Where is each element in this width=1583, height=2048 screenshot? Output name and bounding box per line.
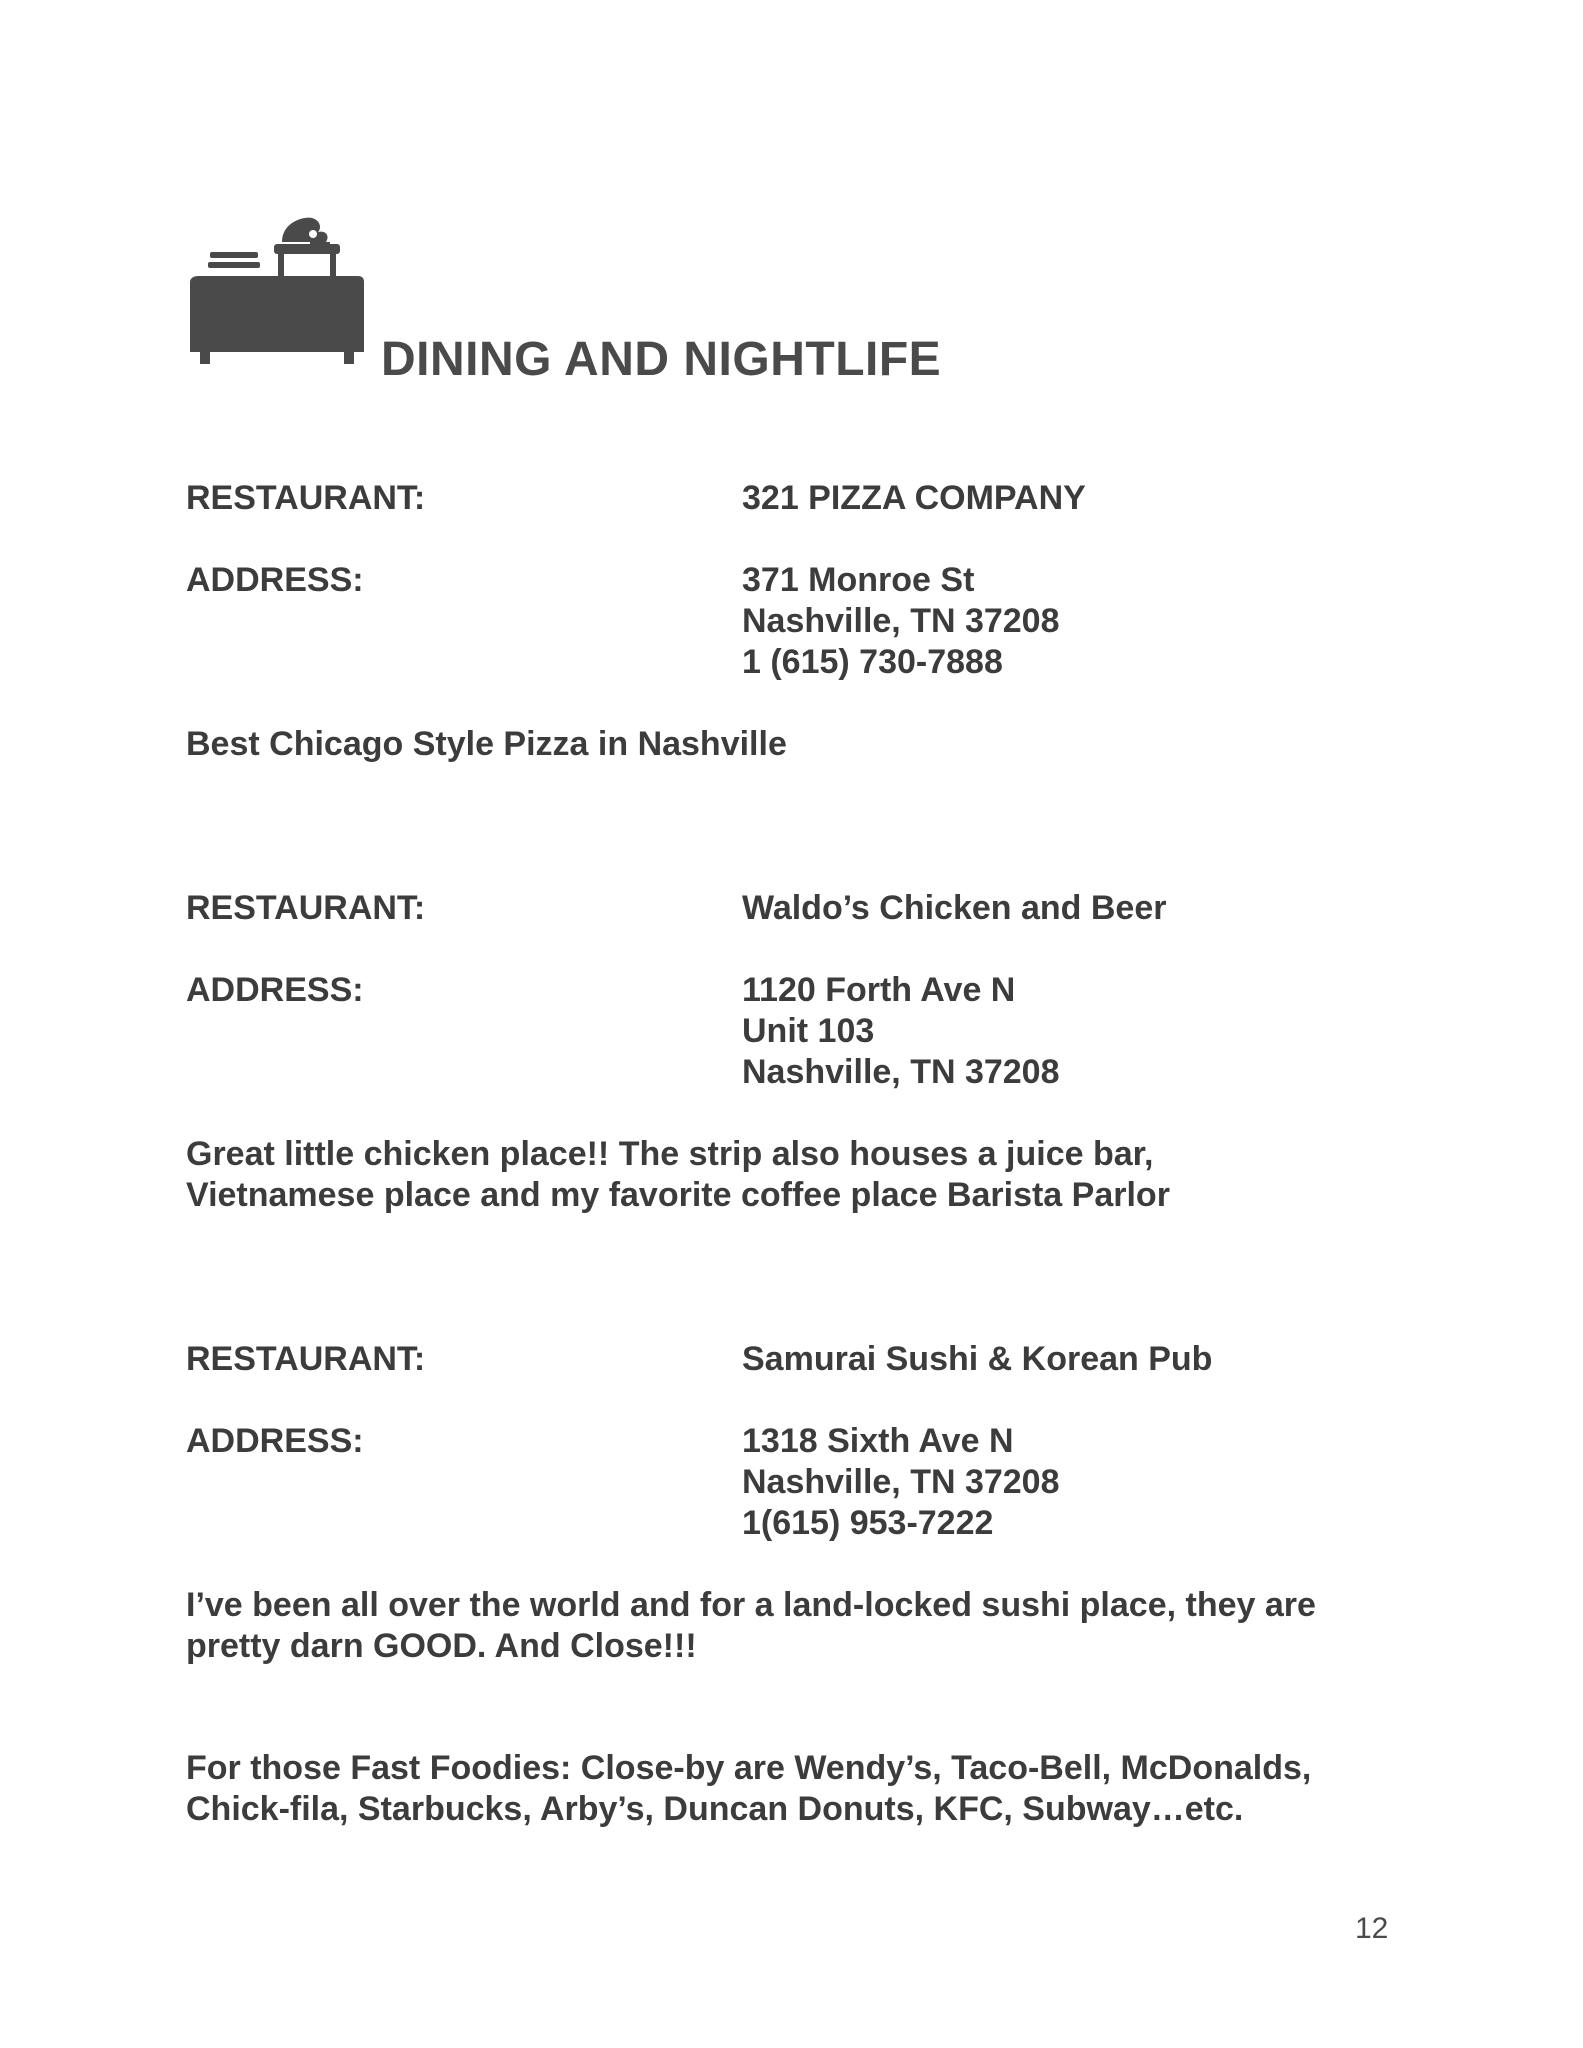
restaurant-label: RESTAURANT: — [186, 889, 426, 927]
section-title: DINING AND NIGHTLIFE — [381, 333, 942, 386]
restaurant-note-line: pretty darn GOOD. And Close!!! — [186, 1627, 697, 1665]
address-line: Nashville, TN 37208 — [742, 602, 1060, 640]
address-line: Nashville, TN 37208 — [742, 1053, 1060, 1091]
restaurant-name: Waldo’s Chicken and Beer — [742, 889, 1167, 927]
restaurant-note: Best Chicago Style Pizza in Nashville — [186, 725, 787, 763]
fast-food-note-line: For those Fast Foodies: Close-by are Wendy’s, Taco-Bell, McDonalds, — [186, 1749, 1312, 1787]
restaurant-note-line: Great little chicken place!! The strip also houses a juice bar, — [186, 1135, 1154, 1173]
address-line: 1120 Forth Ave N — [742, 971, 1016, 1009]
address-line: 1318 Sixth Ave N — [742, 1422, 1014, 1460]
address-line: Unit 103 — [742, 1012, 875, 1050]
address-label: ADDRESS: — [186, 1422, 364, 1460]
restaurant-label: RESTAURANT: — [186, 479, 426, 517]
restaurant-note-line: Vietnamese place and my favorite coffee place Barista Parlor — [186, 1176, 1170, 1214]
restaurant-label: RESTAURANT: — [186, 1340, 426, 1378]
restaurant-note-line: I’ve been all over the world and for a land-locked sushi place, they are — [186, 1586, 1316, 1624]
address-label: ADDRESS: — [186, 561, 364, 599]
phone-number: 1 (615) 730-7888 — [742, 643, 1003, 681]
address-line: 371 Monroe St — [742, 561, 975, 599]
dining-table-icon — [186, 212, 370, 368]
fast-food-note-line: Chick-fila, Starbucks, Arby’s, Duncan Donuts, KFC, Subway…etc. — [186, 1790, 1244, 1828]
page-number: 12 — [1355, 1912, 1389, 1945]
restaurant-name: 321 PIZZA COMPANY — [742, 479, 1086, 517]
address-line: Nashville, TN 37208 — [742, 1463, 1060, 1501]
address-label: ADDRESS: — [186, 971, 364, 1009]
phone-number: 1(615) 953-7222 — [742, 1504, 994, 1542]
restaurant-name: Samurai Sushi & Korean Pub — [742, 1340, 1213, 1378]
